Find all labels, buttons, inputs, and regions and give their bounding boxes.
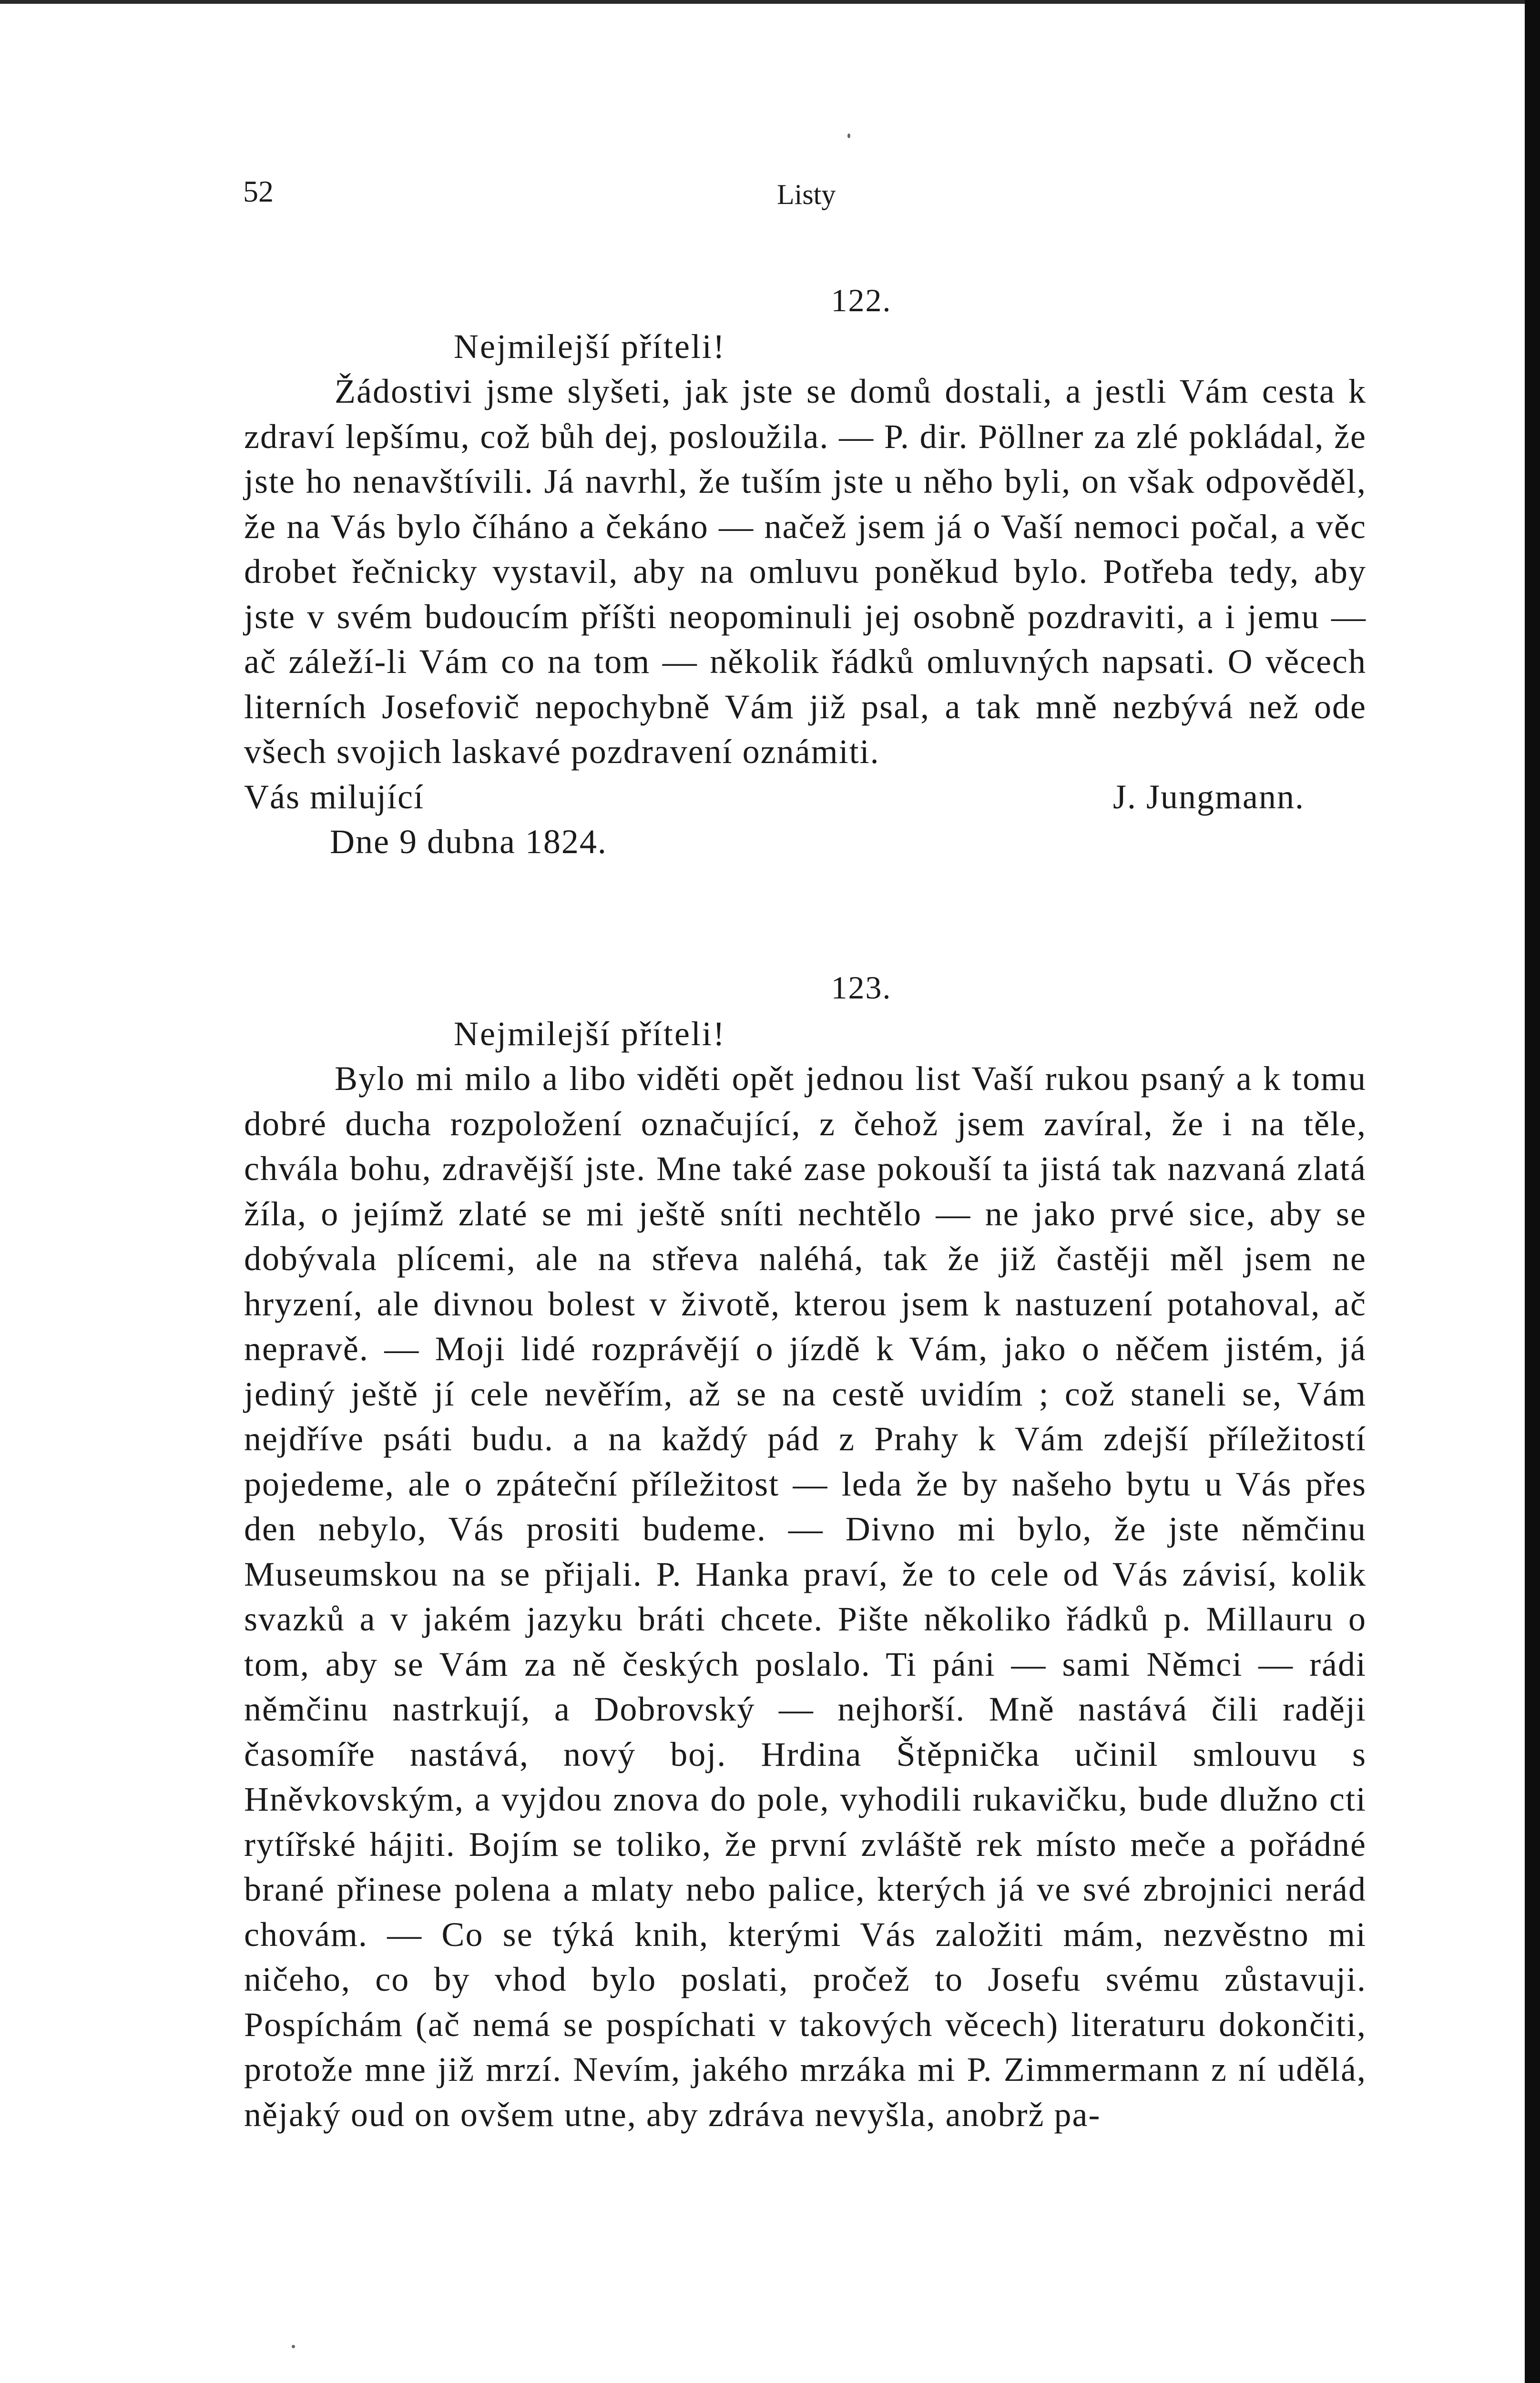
signature-line (244, 774, 1367, 820)
scan-speck (292, 2345, 295, 2348)
salutation: Nejmilejší příteli! (454, 1015, 726, 1053)
letter-body: Bylo mi milo a libo viděti opět jednou list Vaší rukou psaný a k tomu dobré ducha rozpoložení označující, z čehož jsem zavíral, že i na těle, chvála bohu, zdravější jste. Mne také zase pokouší ta jistá tak nazvaná zlatá žíla, o jejímž zlaté se mi ještě sníti nechtělo — ne jako prvé sice, aby se dobývala plícemi, ale na střeva naléhá, tak že již častěji měl jsem ne hryzení, ale divnou bolest v životě, kterou jsem k nastuzení potahoval, ač nepravě. — Moji lidé rozprávějí o jízdě k Vám, jako o něčem jistém, já jediný ještě jí cele nevěřím, až se na cestě uvidím ; což staneli se, Vám nejdříve psáti budu. a na každý pád z Prahy k Vám zdejší příležitostí pojedeme, ale o zpáteční příležitost — leda že by našeho bytu u Vás přes den nebylo, Vás prositi budeme. — Divno mi bylo, že jste němčinu Museumskou na se přijali. P. Hanka praví, že to cele od Vás závisí, kolik svazků a v jakém jazyku bráti chcete. Pište několiko řádků p. Millauru o tom, aby se Vám za ně českých poslalo. Ti páni — sami Němci — rádi němčinu nastrkují, a Dobrovský — nejhorší. Mně nastává čili raději časomíře nastává, nový boj. Hrdina Štěpnička učinil smlouvu s Hněvkovským, a vyjdou znova do pole, vyhodili rukavičku, bude dlužno cti rytířské hájiti. Bojím se toliko, že první zvláště rek místo meče a pořádné brané přinese polena a mlaty nebo palice, kterých já ve své zbrojnici nerád chovám. — Co se týká knih, kterými Vás založiti mám, nezvěstno mi ničeho, co by vhod bylo poslati, pročež to Josefu svému zůstavuji. Pospíchám (ač nemá se pospíchati v takových věcech) literaturu dokončiti, protože mne již mrzí. Nevím, jakého mrzáka mi P. Zimmermann z ní udělá, nějaký oud on ovšem utne, aby zdráva nevyšla, anobrž pa- (244, 1059, 1367, 2134)
scan-edge-right (1525, 0, 1540, 2383)
letter-number: 123. (831, 969, 892, 1006)
letter-122 (244, 276, 1367, 865)
page-number: 52 (243, 174, 274, 208)
letter-number: 122. (831, 282, 892, 318)
closing: Vás milující (244, 777, 424, 816)
scan-speck (847, 133, 850, 138)
scan-edge-top (0, 0, 1540, 4)
signature: J. Jungmann. (1113, 777, 1305, 816)
running-title: Listy (777, 179, 836, 210)
salutation: Nejmilejší příteli! (454, 327, 726, 366)
letter-123 (244, 964, 1367, 2137)
letter-body: Žádostivi jsme slyšeti, jak jste se domů dostali, a jestli Vám cesta k zdraví lepšímu, což bůh dej, posloužila. — P. dir. Pöllner za zlé pokládal, že jste ho nenavštívili. Já navrhl, že tuším jste u něho byli, on však odpověděl, že na Vás bylo číháno a čekáno — načež jsem já o Vaší nemoci počal, a věc drobet řečnicky vystavil, aby na omluvu poněkud bylo. Potřeba tedy, aby jste v svém budoucím příšti neopominuli jej osobně pozdraviti, a i jemu — ač záleží-li Vám co na tom — několik řádků omluvných napsati. O věcech literních Josefovič nepochybně Vám již psal, a tak mně nezbývá než ode všech svojich laskavé pozdravení oznámiti. (244, 372, 1367, 771)
letter-date: Dne 9 dubna 1824. (330, 823, 607, 861)
